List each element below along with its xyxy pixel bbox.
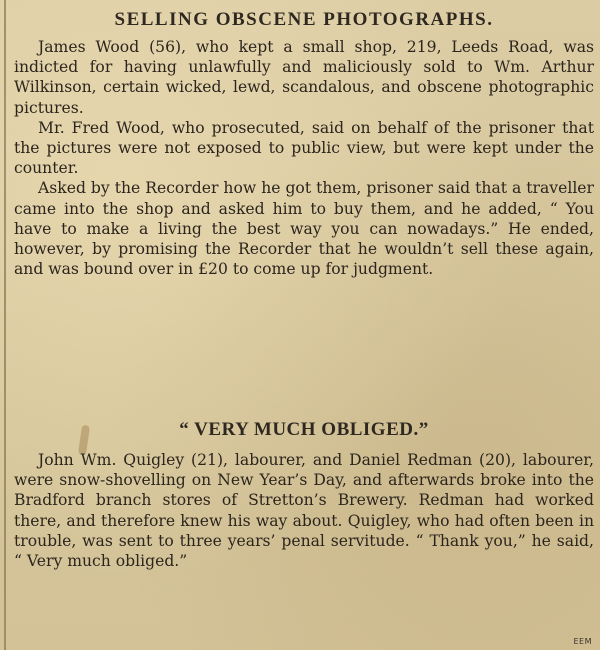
column-rule: [4, 0, 6, 650]
article-headline: SELLING OBSCENE PHOTOGRAPHS.: [114, 9, 494, 30]
article-headline: “ VERY MUCH OBLIGED.”: [179, 419, 429, 440]
article-paragraph: Asked by the Recorder how he got them, prisoner said that a traveller came into the shop and asked him to buy them, and he added, “ You have to make a living the best way you can nowadays.” He ended, however, by promising the Recorder that he wouldn’t sell these again, and was bound over in £20 to come up for judgment.: [14, 179, 594, 279]
article-obscene-photographs: [14, 8, 594, 279]
article-paragraph: Mr. Fred Wood, who prosecuted, said on behalf of the prisoner that the pictures were not exposed to public view, but were kept under the counter.: [14, 118, 594, 178]
article-paragraph: James Wood (56), who kept a small shop, 219, Leeds Road, was indicted for having unlawfully and maliciously sold to Wm. Arthur Wilkinson, certain wicked, lewd, scandalous, and obscene photographic pictures.: [14, 38, 594, 117]
article-very-much-obliged: [14, 418, 594, 571]
article-paragraph: John Wm. Quigley (21), labourer, and Daniel Redman (20), labourer, were snow-shovelling on New Year’s Day, and afterwards broke into the Bradford branch stores of Stretton’s Brewery. Redman had worked there, and therefore knew his way about. Quigley, who had often been in trouble, was sent to three years’ penal servitude. “ Thank you,” he said, “ Very much obliged.”: [14, 451, 594, 571]
archive-credit: EEM: [573, 637, 592, 646]
